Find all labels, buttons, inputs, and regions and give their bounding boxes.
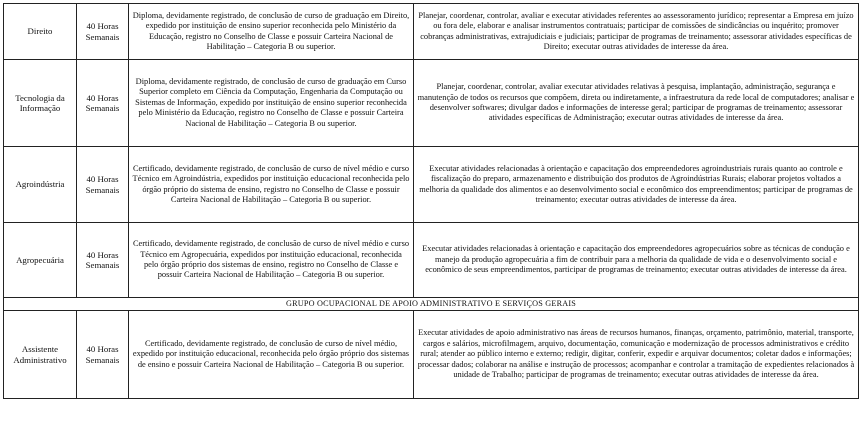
table-row	[4, 311, 859, 399]
job-title-cell: Assistente Administrativo	[4, 311, 77, 399]
requirements-cell: Certificado, devidamente registrado, de conclusão de curso de nível médio, expedido por instituição educacional, reconhecida pelo órgão próprio dos sistemas de ensino e possuir Carteira Nacional de Habilitação – Categoria B ou superior.	[129, 311, 414, 399]
job-title-cell: Agroindústria	[4, 147, 77, 223]
requirements-cell: Diploma, devidamente registrado, de conclusão de curso de graduação em Curso Superior completo em Ciência da Computação, Engenharia da Computação ou Sistemas de Informação, expedido por instituição de ensino superior reconhecida pelo Ministério da Educação, registro no Conselho de Classe e possuir Carteira Nacional de Habilitação – Categoria B ou superior.	[129, 60, 414, 147]
workload-cell: 40 Horas Semanais	[77, 60, 129, 147]
job-requirements-table	[3, 3, 859, 399]
activities-cell: Executar atividades relacionadas à orientação e capacitação dos empreendedores agroindustriais rurais quanto ao controle e fiscalização do preparo, armazenamento e distribuição dos produtos de Agroindústrias Rurais; elaborar projetos voltados a melhoria da qualidade dos alimentos e ao desenvolvimento social e econômico dos empreendimentos; participar de programas de treinamento; executar outras atividades de interesse da área.	[414, 147, 859, 223]
workload-cell: 40 Horas Semanais	[77, 223, 129, 298]
group-heading-row	[4, 298, 859, 311]
requirements-cell: Certificado, devidamente registrado, de conclusão de curso de nível médio e curso Técnico em Agroindústria, expedidos por instituição educacional reconhecida pelo órgão próprio do sistema de ensino, registro no Conselho de Classe e possuir Carteira Nacional de Habilitação – Categoria B ou superior.	[129, 147, 414, 223]
activities-cell: Executar atividades de apoio administrativo nas áreas de recursos humanos, finanças, orçamento, patrimônio, material, transporte, cargos e salários, microfilmagem, arquivo, documentação, comunicação e modernização de processos administrativos e crédito rural; atender ao público interno e externo; redigir, digitar, conferir, expedir e arquivar documentos; coletar dados e informações; processar dados; colaborar na análise e instrução de processos; acompanhar e controlar a tramitação de expedientes relacionados à unidade de Trabalho; participar de programas de treinamento; executar outras atividades de interesse da área.	[414, 311, 859, 399]
job-title-cell: Agropecuária	[4, 223, 77, 298]
table-row	[4, 4, 859, 60]
table-row	[4, 60, 859, 147]
job-title-cell: Tecnologia da Informação	[4, 60, 77, 147]
requirements-cell: Diploma, devidamente registrado, de conclusão de curso de graduação em Direito, expedido por instituição de ensino superior reconhecida pelo Ministério da Educação, registro no Conselho de Classe e possuir Carteira Nacional de Habilitação – Categoria B ou superior.	[129, 4, 414, 60]
table-row	[4, 147, 859, 223]
requirements-cell: Certificado, devidamente registrado, de conclusão de curso de nível médio e curso Técnico em Agropecuária, expedidos por instituição educacional, reconhecida pelo órgão próprio dos sistemas de ensino, registro no Conselho de Classe e possuir Carteira Nacional de Habilitação – Categoria B ou superior.	[129, 223, 414, 298]
group-heading: GRUPO OCUPACIONAL DE APOIO ADMINISTRATIVO E SERVIÇOS GERAIS	[4, 298, 859, 311]
workload-cell: 40 Horas Semanais	[77, 4, 129, 60]
workload-cell: 40 Horas Semanais	[77, 147, 129, 223]
job-title-cell: Direito	[4, 4, 77, 60]
workload-cell: 40 Horas Semanais	[77, 311, 129, 399]
table-row	[4, 223, 859, 298]
activities-cell: Planejar, coordenar, controlar, avaliar executar atividades relativas à pesquisa, implantação, administração, segurança e manutenção de todos os recursos que compõem, direta ou indiretamente, a infraestrutura da rede local de computadores; analisar e desenvolver softwares; divulgar dados e informações de interesse geral; participar de programas de treinamento; assessorar atividades específicas de Administração; executar outras atividades de interesse da área.	[414, 60, 859, 147]
activities-cell: Executar atividades relacionadas à orientação e capacitação dos empreendedores agropecuários sobre as técnicas de condução e manejo da produção agropecuária a fim de contribuir para a melhoria da qualidade de vida e o desenvolvimento social e econômico de seus empreendimentos, participar de programas de treinamento; executar outras atividades de interesse da área.	[414, 223, 859, 298]
activities-cell: Planejar, coordenar, controlar, avaliar e executar atividades referentes ao assessoramento jurídico; representar a Empresa em juízo ou fora dele, elaborar e analisar instrumentos contratuais; participar de comissões de sindicâncias ou inquérito; promover cobranças administrativas, extrajudiciais e judiciais; participar de programas de treinamento; assessorar atividades específicas de Direito; executar outras atividades de interesse da área.	[414, 4, 859, 60]
